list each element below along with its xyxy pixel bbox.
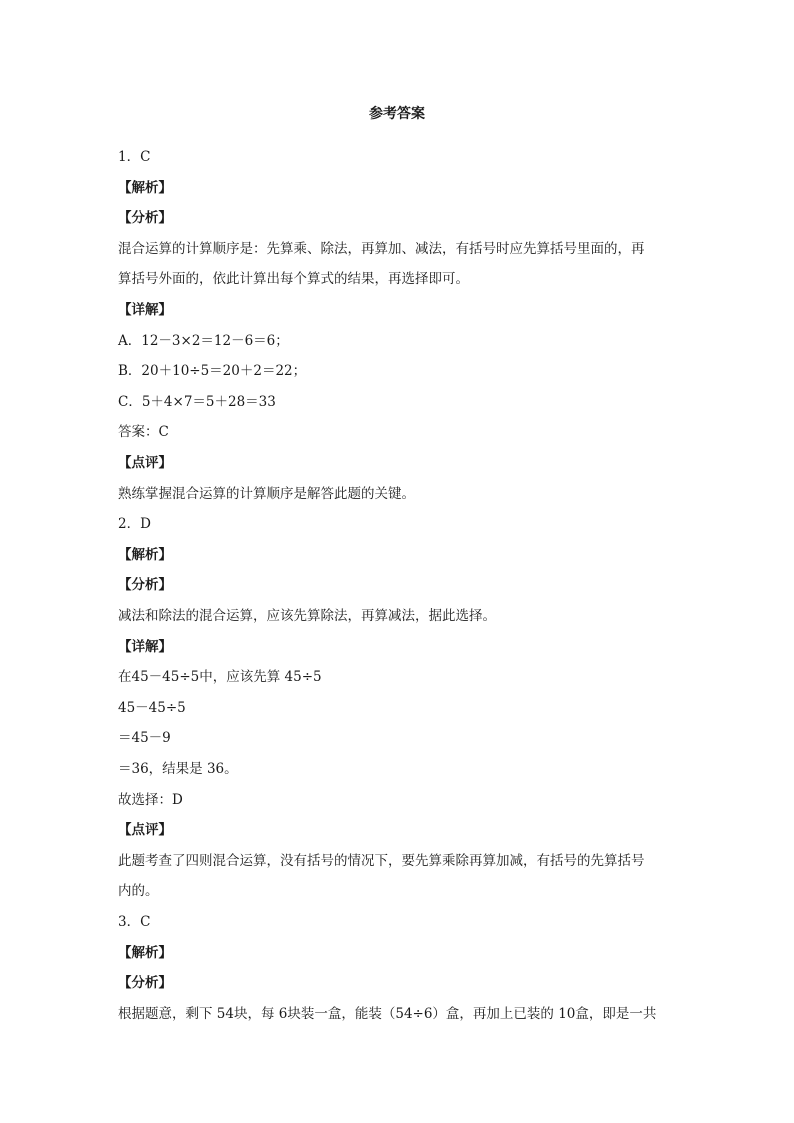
answer-line: 3．C [118,914,151,930]
answer-line: 混合运算的计算顺序是：先算乘、除法，再算加、减法，有括号时应先算括号里面的，再 [118,240,645,257]
answer-line: 【解析】 [118,944,172,961]
answer-line: 【解析】 [118,179,172,196]
answer-line: 此题考查了四则混合运算，没有括号的情况下，要先算乘除再算加减，有括号的先算括号 [118,852,645,869]
answer-line: 1．C [118,149,151,165]
answer-line: 2．D [118,516,151,533]
answer-line: 【点评】 [118,455,172,471]
answer-line: 根据题意，剩下 54块，每 6块装一盒，能装（54÷6）盒，再加上已装的 10盒，即是一共 [118,1005,657,1022]
answer-line: 45－45÷5 [118,699,186,716]
answer-line: 【点评】 [118,822,172,839]
answer-line: B．20＋10÷5＝20＋2＝22； [118,363,307,380]
answer-line: 减法和除法的混合运算，应该先算除法，再算减法，据此选择。 [118,608,496,624]
answer-line: 在45－45÷5中，应该先算 45÷5 [118,669,322,686]
answer-line: 熟练掌握混合运算的计算顺序是解答此题的关键。 [118,485,415,502]
answer-line: ＝45－9 [118,730,171,747]
answer-line: 【详解】 [118,302,172,318]
answer-line: 【分析】 [118,210,172,227]
answer-line: C．5＋4×7＝5＋28＝33 [118,393,276,410]
answer-line: 答案：C [118,424,169,441]
answer-line: 【解析】 [118,546,172,563]
answer-line: 【分析】 [118,577,172,594]
page-title: 参考答案 [369,106,425,122]
answer-line: 故选择：D [118,791,183,808]
answer-line: 算括号外面的，依此计算出每个算式的结果，再选择即可。 [118,271,469,288]
answer-line: 【分析】 [118,975,172,992]
answer-line: ＝36，结果是 36。 [118,761,238,777]
answer-line: 【详解】 [118,638,172,655]
answer-line: 内的。 [118,883,159,900]
answer-line: A．12－3×2＝12－6＝6； [118,332,289,349]
